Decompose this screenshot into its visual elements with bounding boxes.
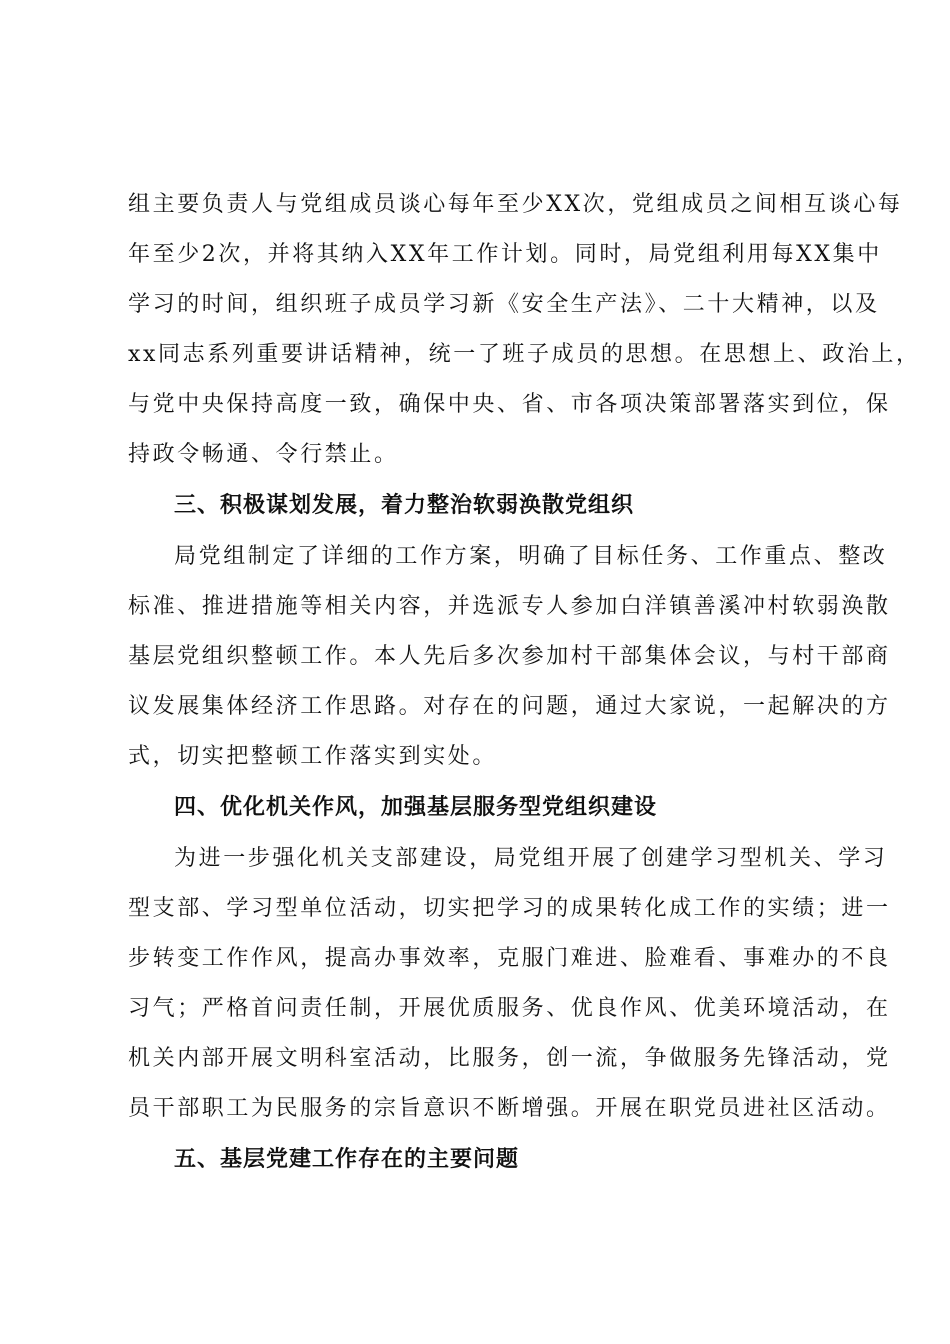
text-line: 年至少2次，并将其纳入XX年工作计划。同时，局党组利用每XX集中 bbox=[128, 242, 882, 267]
text-line: xx同志系列重要讲话精神，统一了班子成员的思想。在思想上、政治上， bbox=[128, 342, 921, 367]
text-line: 组主要负责人与党组成员谈心每年至少XX次，党组成员之间相互谈心每 bbox=[128, 192, 903, 217]
paragraph-section-3 bbox=[128, 532, 891, 782]
text-line: 与党中央保持高度一致，确保中央、省、市各项决策部署落实到位，保 bbox=[128, 392, 891, 417]
paragraph-section-4 bbox=[128, 834, 891, 1134]
text-line: 议发展集体经济工作思路。对存在的问题，通过大家说，一起解决的方 bbox=[128, 694, 891, 719]
document-body bbox=[128, 180, 921, 1186]
section-heading-3: 三、积极谋划发展，着力整治软弱涣散党组织 bbox=[174, 493, 635, 518]
text-line: 式，切实把整顿工作落实到实处。 bbox=[128, 744, 498, 769]
text-line: 型支部、学习型单位活动，切实把学习的成果转化成工作的实绩；进一 bbox=[128, 896, 891, 921]
text-line: 步转变工作作风，提高办事效率，克服门难进、脸难看、事难办的不良 bbox=[128, 946, 891, 971]
text-line: 机关内部开展文明科室活动，比服务，创一流，争做服务先锋活动，党 bbox=[128, 1046, 891, 1071]
text-line: 基层党组织整顿工作。本人先后多次参加村干部集体会议，与村干部商 bbox=[128, 644, 891, 669]
text-line: 局党组制定了详细的工作方案，明确了目标任务、工作重点、整改 bbox=[174, 544, 888, 569]
paragraph-continuation bbox=[128, 180, 921, 480]
text-line: 为进一步强化机关支部建设，局党组开展了创建学习型机关、学习 bbox=[174, 846, 888, 871]
text-line: 学习的时间，组织班子成员学习新《安全生产法》、二十大精神，以及 bbox=[128, 292, 880, 317]
text-line: 标准、推进措施等相关内容，并选派专人参加白洋镇善溪冲村软弱涣散 bbox=[128, 594, 891, 619]
text-line: 持政令畅通、令行禁止。 bbox=[128, 442, 399, 467]
text-line: 习气；严格首问责任制，开展优质服务、优良作风、优美环境活动，在 bbox=[128, 996, 891, 1021]
text-line: 员干部职工为民服务的宗旨意识不断增强。开展在职党员进社区活动。 bbox=[128, 1096, 891, 1121]
section-heading-4: 四、优化机关作风，加强基层服务型党组织建设 bbox=[174, 795, 658, 820]
section-heading-5: 五、基层党建工作存在的主要问题 bbox=[174, 1147, 520, 1172]
